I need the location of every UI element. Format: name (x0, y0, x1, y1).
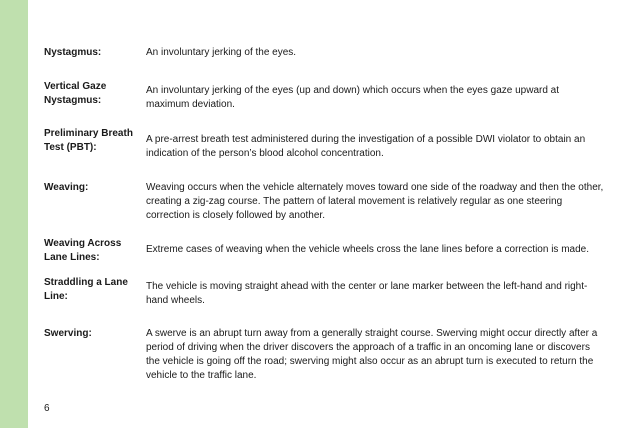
definition-text: Weaving occurs when the vehicle alternately moves toward one side of the roadway and then the other, creating a zig-zag course. The pattern of lateral movement is relatively regular as one steering correction is closely followed by another. (146, 182, 604, 221)
definition-text: The vehicle is moving straight ahead with the center or lane marker between the left-hand and right-hand wheels. (146, 281, 588, 306)
definition-text: A swerve is an abrupt turn away from a generally straight course. Swerving might occur directly after a period of driving when the driver discovers the approach of a traffic in an oncoming lane or discovers the vehicle is going off the road; swerving might also occur as an abrupt turn is executed to return the vehicle to the traffic lane. (146, 328, 598, 381)
term-label: Straddling a Lane Line: (44, 277, 128, 302)
side-color-bar (0, 0, 28, 428)
definition-text: An involuntary jerking of the eyes. (146, 47, 297, 58)
page-number: 6 (44, 403, 50, 414)
definition-text: An involuntary jerking of the eyes (up and down) which occurs when the eyes gaze upward at maximum deviation. (146, 85, 560, 110)
term-label: Nystagmus: (44, 47, 102, 58)
term-label: Preliminary Breath Test (PBT): (44, 128, 133, 153)
term-label: Vertical Gaze Nystagmus: (44, 81, 107, 106)
term-label: Weaving Across Lane Lines: (44, 238, 122, 263)
definition-text: A pre-arrest breath test administered during the investigation of a possible DWI violator to obtain an indication of the person’s blood alcohol concentration. (146, 134, 586, 159)
term-label: Weaving: (44, 182, 89, 193)
term-label: Swerving: (44, 328, 92, 339)
definition-text: Extreme cases of weaving when the vehicle wheels cross the lane lines before a correction is made. (146, 244, 590, 255)
